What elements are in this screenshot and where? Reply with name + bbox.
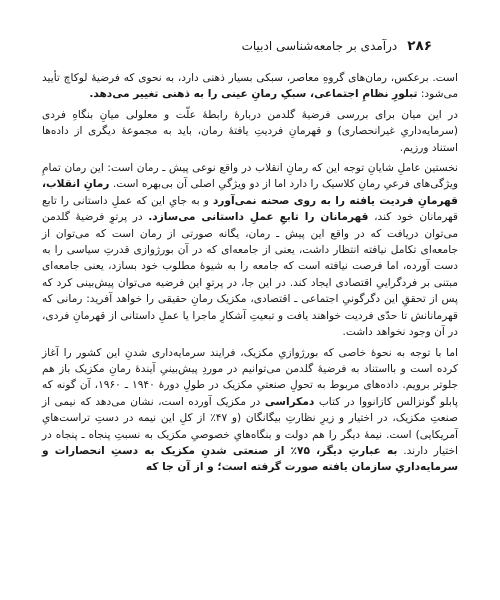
text-segment: و به جایِ این که عملِ داستانی را تابع قهرمانان خود کند، (42, 194, 459, 224)
text-segment: است. برعکس، رمان‌های گروهِ معاصر، سبکی بسیار ذهنی دارد، به نحوی که فرضیهٔ لوکاچ تأیید می‌شود: (42, 72, 458, 101)
paragraph (42, 160, 458, 340)
running-header (68, 34, 432, 58)
bold-text-segment: به عبارتِ دیگر، ۷۵٪ از صنعتی شدنِ مکزیک به دستِ انحصارات و سرمایه‌داریِ سازمان یافته صورت گرفته است؛ و از آن جا که (42, 444, 458, 474)
text-segment: در مکزیک آورده است، نشان می‌دهد که نیمی از صنعتِ مکزیک، در اختیار و زیرِ نظارتِ بیگانگان (و ۴۷٪ از کلِ این نیمه در دستِ تراست‌هایِ آمریکایی) است. نیمهٔ دیگر را هم دولت و بنگاه‌هایِ خصوصیِ مکزیک به نسبتِ پنجاه ـ پنجاه در اختیار دارند. (42, 395, 458, 457)
bold-text-segment: رمانِ انقلاب، قهرمانِ فردیت یافته را به روی صحنه نمی‌آورد (42, 178, 458, 207)
text-segment: نخستین عاملِ شایانِ توجه این که رمانِ انقلاب در واقع نوعی پیش ـ رمان است: این رمان تمامِ ویژگی‌های فرعیِ رمانِ کلاسیک را دارد اما از دو ویژگیِ اصلی آن بی‌بهره است. (42, 162, 458, 191)
text-segment: اما با توجه به نحوهٔ خاصی که بورژوازیِ مکزیک، فرایند سرمایه‌داری شدنِ این کشور را آغاز کرده است و بااستناد به فرضیهٔ گلدمن می‌توانیم در موردِ پیش‌بینیِ آیندهٔ رمانِ مکزیک باز هم جلوتر برویم. داده‌های مربوط به تحولِ صنعتیِ مکزیک در طولِ دورهٔ ۱۹۴۰ ـ ۱۹۶۰، آن گونه که پابلو گونزالس کازانووا در کتاب (42, 346, 459, 408)
book-title: درآمدی بر جامعه‌شناسی ادبیات (241, 39, 398, 53)
paragraph (42, 345, 458, 476)
text-segment: در این میان برای بررسی فرضیهٔ گلدمن دربارهٔ رابطهٔ علّت و معلولی میانِ بنگاهِ فردی (سرمایه‌داریِ غیرانحصاری) و قهرمانِ فردیتِ یافتهٔ رمان، باید به مجموعهٔ دیگری از داده‌ها استناد ورزیم. (42, 108, 458, 154)
page-number: ۲۸۶ (407, 38, 432, 54)
bold-text-segment: قهرمانان را تابعِ عملِ داستانی می‌سازد. (148, 211, 369, 224)
bold-text-segment: دمکراسی (264, 395, 315, 408)
bold-text-segment: تبلورِ نظامِ اجتماعی، سبکِ رمانِ عینی را به ذهنی تغییر می‌دهد. (89, 88, 418, 101)
body-text (42, 70, 458, 480)
paragraph (42, 70, 458, 103)
text-segment: در پرتوِ فرضیهٔ گلدمن می‌توان دریافت که در واقع این پیش ـ رمان، یگانه صورتی از رمان است که می‌توان از جامعه‌ای تکامل نیافته انتظار داشت، یعنی از جامعه‌ای که در آن بورژوازی قدرتِ سیاسی را به دست آورده، اما فرصت نیافته است که جامعه را به شیوهٔ مطلوب خود بسازد، یعنی جامعه‌ای مبتنی بر فردگراییِ اقتصادی ایجاد کند. در این جا، در پرتوِ این فرضیه می‌توان پیش‌بینی کرد که پس از تحققِ این دگرگونیِ اجتماعی ـ اقتصادی، مکزیک رمانِ حقیقی را خواهد آفرید: رمانی که قهرمانانش تا حدّی فردیت خواهند یافت و تبعیتِ آشکارِ ماجرا یا عملِ داستانی از قهرمانِ فردی، در آن وجود نخواهد داشت. (42, 211, 458, 339)
paragraph (42, 107, 458, 156)
